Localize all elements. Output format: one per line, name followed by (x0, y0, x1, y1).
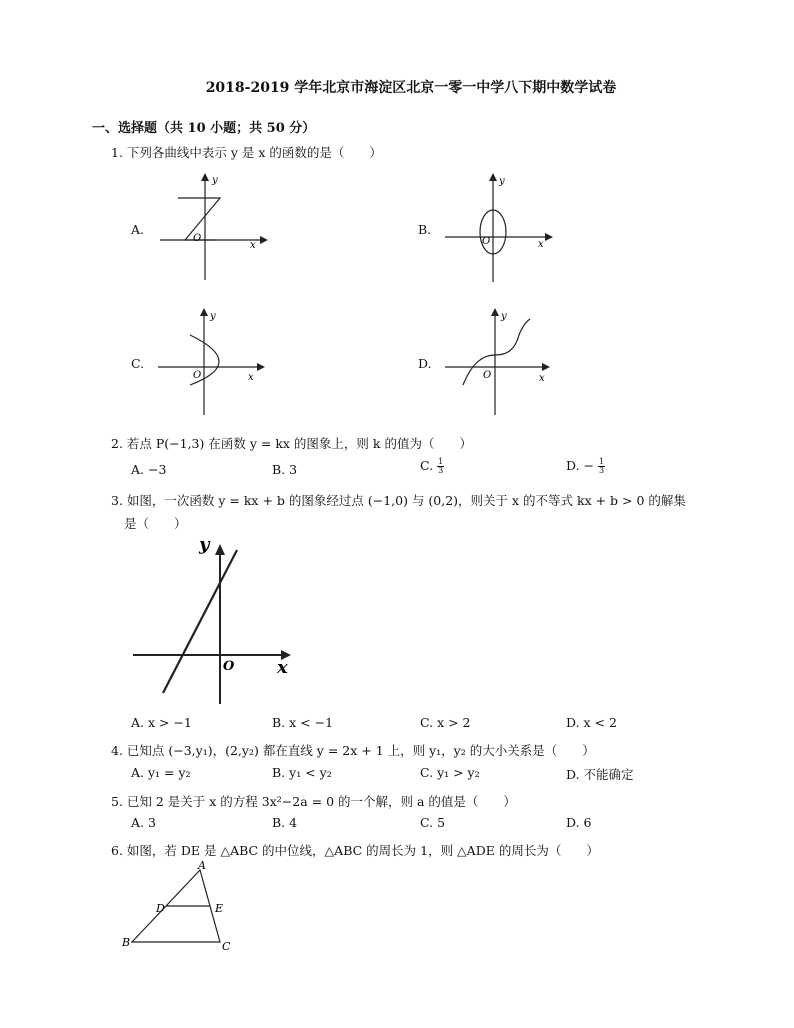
point-a-label: A (198, 860, 206, 872)
point-b-label: B (122, 936, 131, 949)
fraction-denominator: 3 (438, 466, 444, 475)
q2-option-c (420, 458, 444, 475)
q4-option-c: C. y₁ > y₂ (420, 765, 480, 780)
q2-option-b: B. 3 (272, 462, 298, 477)
question-3-stem-line1: 3. 如图，一次函数 y = kx + b 的图象经过点 (−1,0) 与 (0,2)，则关于 x 的不等式 kx + b > 0 的解集 (111, 493, 686, 508)
origin-label: O (193, 233, 202, 244)
origin-label: O (482, 236, 491, 247)
fraction-denominator: 3 (598, 466, 605, 475)
x-axis-arrow-icon (542, 363, 550, 371)
y-axis-label: y (501, 311, 507, 322)
point-e-label: E (215, 902, 224, 915)
question-5-stem: 5. 已知 2 是关于 x 的方程 3x²−2a = 0 的一个解，则 a 的值是（ ） (111, 794, 516, 809)
q2-option-c-label: C. (420, 458, 434, 473)
q1-graph-b (435, 170, 565, 285)
point-c-label: C (222, 940, 231, 953)
q5-option-d: D. 6 (566, 815, 592, 830)
x-axis-label: x (539, 373, 545, 384)
q5-option-a: A. 3 (131, 815, 156, 830)
question-6-stem: 6. 如图，若 DE 是 △ABC 的中位线，△ABC 的周长为 1，则 △ADE 的周长为（ ） (111, 843, 599, 858)
q3-option-a: A. x > −1 (131, 715, 192, 730)
question-3-stem-line2: 是（ ） (124, 516, 187, 531)
q1-graph-a (150, 170, 280, 285)
q2-option-a: A. −3 (131, 462, 167, 477)
y-axis-label: y (212, 175, 218, 186)
origin-label: O (193, 370, 202, 381)
point-d-label: D (156, 902, 165, 915)
origin-label: O (223, 659, 235, 674)
y-axis-label: y (199, 534, 210, 555)
q3-graph (125, 530, 300, 710)
q1-graph-d (435, 305, 565, 420)
fraction-numerator: 1 (438, 457, 444, 466)
y-axis-label: y (499, 176, 505, 187)
x-axis-label: x (277, 657, 288, 678)
q6-triangle-figure (120, 860, 240, 955)
q4-option-b: B. y₁ < y₂ (272, 765, 332, 780)
origin-label: O (483, 370, 492, 381)
y-axis-arrow-icon (201, 173, 209, 181)
y-axis-label: y (210, 311, 216, 322)
q5-option-c: C. 5 (420, 815, 446, 830)
y-axis-arrow-icon (215, 544, 225, 555)
q4-option-a: A. y₁ = y₂ (131, 765, 191, 780)
y-axis-arrow-icon (491, 308, 499, 316)
fraction-numerator: 1 (598, 457, 605, 466)
q5-option-b: B. 4 (272, 815, 298, 830)
x-axis-label: x (538, 239, 544, 250)
question-4-stem: 4. 已知点 (−3,y₁)，(2,y₂) 都在直线 y = 2x + 1 上，则 y₁，y₂ 的大小关系是（ ） (111, 743, 595, 758)
cubic-curve (463, 319, 530, 385)
q1-graph-c (150, 305, 280, 420)
q1-option-c-label: C. (131, 356, 145, 371)
q2-option-d-fraction (598, 458, 605, 475)
q1-option-a-label: A. (131, 222, 145, 237)
q1-option-d-label: D. (418, 356, 432, 371)
question-2-stem: 2. 若点 P(−1,3) 在函数 y = kx 的图象上，则 k 的值为（ ） (111, 436, 472, 451)
y-axis-arrow-icon (489, 173, 497, 181)
x-axis-label: x (248, 372, 254, 383)
q2-option-d-label: D. − (566, 458, 594, 473)
question-1-stem: 1. 下列各曲线中表示 y 是 x 的函数的是（ ） (111, 145, 382, 160)
x-axis-arrow-icon (545, 233, 553, 241)
q3-option-b: B. x < −1 (272, 715, 334, 730)
page-title: 2018-2019 学年北京市海淀区北京一零一中学八下期中数学试卷 (205, 80, 617, 96)
x-axis-arrow-icon (257, 363, 265, 371)
section-heading: 一、选择题（共 10 小题；共 50 分） (92, 121, 316, 136)
q1-option-b-label: B. (418, 222, 432, 237)
q2-option-c-fraction (437, 458, 444, 475)
x-axis-arrow-icon (260, 236, 268, 244)
x-axis-label: x (250, 240, 256, 251)
y-axis-arrow-icon (200, 308, 208, 316)
q3-option-d: D. x < 2 (566, 715, 617, 730)
q3-option-c: C. x > 2 (420, 715, 471, 730)
q2-option-d (566, 458, 605, 475)
q4-option-d: D. 不能确定 (566, 767, 634, 782)
